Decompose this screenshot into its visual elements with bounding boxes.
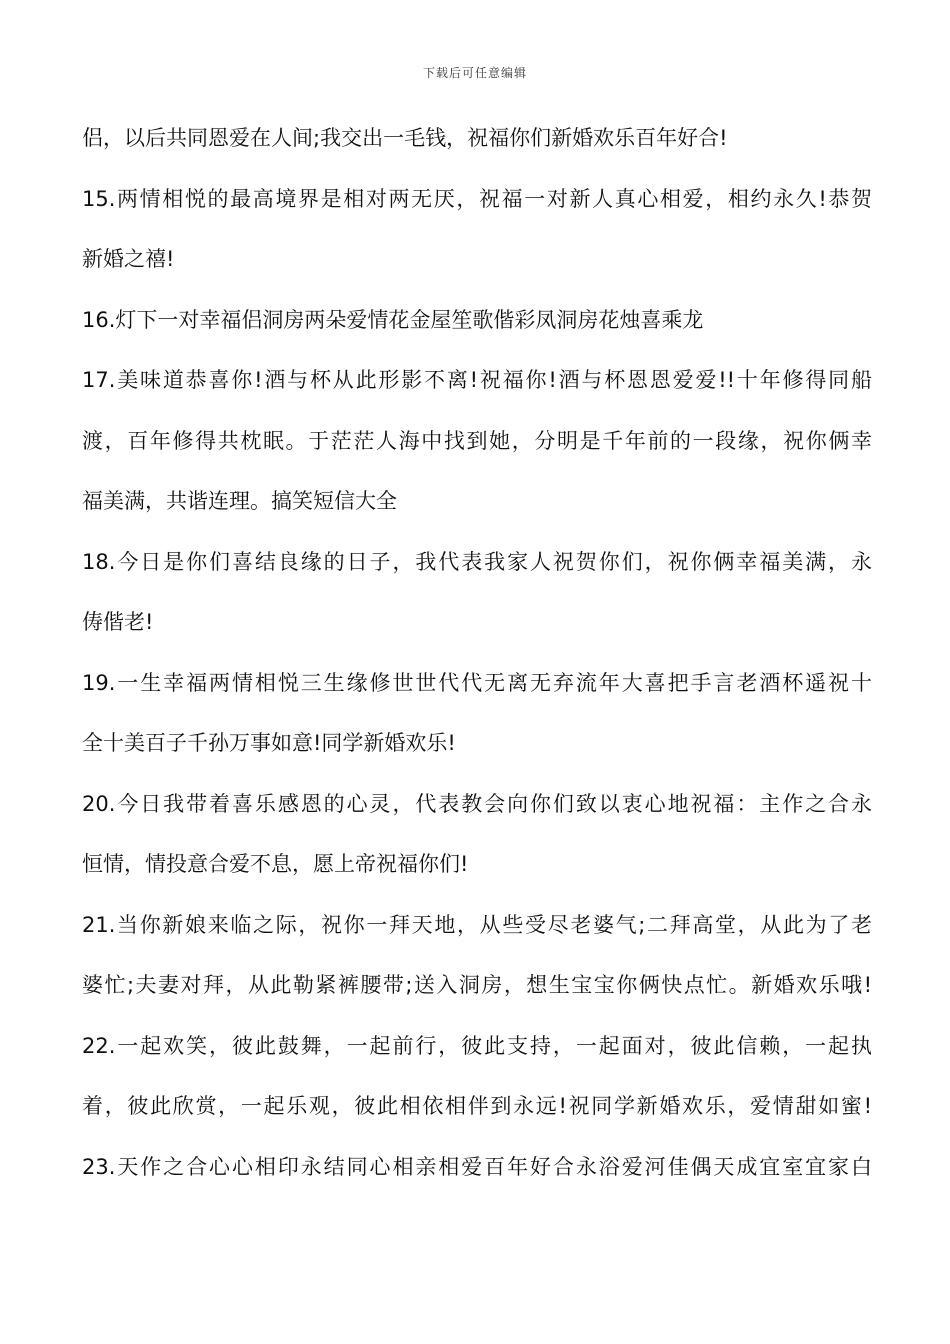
text-line: 全十美百子千孙万事如意!同学新婚欢乐! [82, 731, 456, 755]
text-line: 21.当你新娘来临之际，祝你一拜天地，从些受尽老婆气;二拜高堂，从此为了老 [82, 912, 872, 937]
text-line: 18.今日是你们喜结良缘的日子，我代表我家人祝贺你们，祝你俩幸福美满，永 [82, 549, 872, 574]
text-line: 22.一起欢笑，彼此鼓舞，一起前行，彼此支持，一起面对，彼此信赖，一起执 [82, 1033, 872, 1058]
text-line: 20.今日我带着喜乐感恩的心灵，代表教会向你们致以衷心地祝福：主作之合永 [82, 791, 872, 816]
text-line: 16.灯下一对幸福侣洞房两朵爱情花金屋笙歌偕彩凤洞房花烛喜乘龙 [82, 307, 704, 332]
text-line: 渡，百年修得共枕眠。于茫茫人海中找到她，分明是千年前的一段缘，祝你俩幸 [82, 428, 872, 453]
text-line: 着，彼此欣赏，一起乐观，彼此相依相伴到永远!祝同学新婚欢乐，爱情甜如蜜! [82, 1094, 872, 1118]
page-header-note: 下载后可任意编辑 [422, 66, 527, 80]
text-line: 17.美味道恭喜你!酒与杯从此形影不离!祝福你!酒与杯恩恩爱爱!!十年修得同船 [82, 368, 872, 392]
text-line: 侣，以后共同恩爱在人间;我交出一毛钱，祝福你们新婚欢乐百年好合! [82, 126, 728, 150]
text-line: 15.两情相悦的最高境界是相对两无厌，祝福一对新人真心相爱，相约永久!恭贺 [82, 186, 872, 211]
text-line: 19.一生幸福两情相悦三生缘修世世代代无离无弃流年大喜把手言老酒杯遥祝十 [82, 670, 872, 695]
text-line: 俦偕老! [82, 610, 154, 634]
text-line: 新婚之禧! [82, 247, 175, 271]
text-line: 婆忙;夫妻对拜，从此勒紧裤腰带;送入洞房，想生宝宝你俩快点忙。新婚欢乐哦! [82, 973, 872, 997]
text-line: 23.天作之合心心相印永结同心相亲相爱百年好合永浴爱河佳偶天成宜室宜家白 [82, 1154, 872, 1179]
text-line: 福美满，共谐连理。搞笑短信大全 [82, 489, 397, 513]
text-line: 恒情，情投意合爱不息，愿上帝祝福你们! [82, 852, 469, 876]
document-body [82, 118, 872, 1207]
